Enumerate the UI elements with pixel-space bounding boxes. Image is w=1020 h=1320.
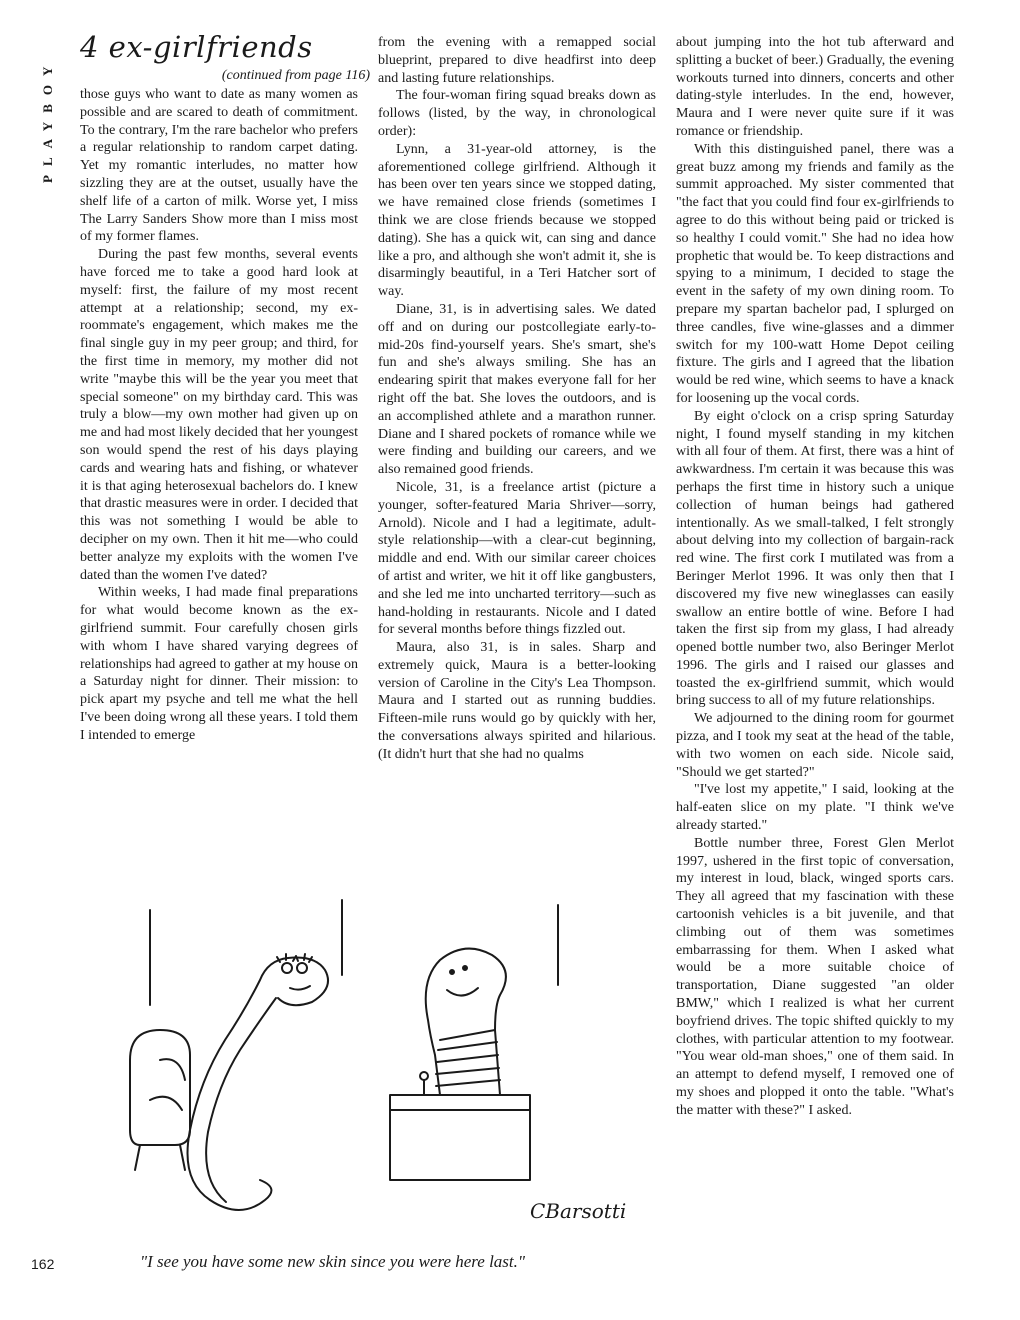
paragraph: Lynn, a 31-year-old attorney, is the aforementioned college girlfriend. Although it has been over ten years since we stopped dating, we have remained close friends (sometimes I think we are close friends because we stopped dating). She has a quick wit, can sing and dance like a pro, and although she won't admit it, she is disarmingly beautiful, in a Teri Hatcher sort of way. xyxy=(378,141,656,300)
cartoon-caption: "I see you have some new skin since you were here last." xyxy=(140,1252,526,1271)
paragraph: Diane, 31, is in advertising sales. We dated off and on during our postcollegiate early-to-mid-20s find-yourself years. She's smart, she's fun and she's always smiling. She has an endearing spirit that makes everyone fall for her right off the bat. She loves the outdoors, and is an accomplished athlete and a marathon runner. Diane and I shared pockets of romance while we were finding and building our careers, and we also remained good friends. xyxy=(378,301,656,478)
magazine-name-vertical: PLAYBOY xyxy=(40,57,55,183)
paragraph: The four-woman firing squad breaks down as follows (listed, by the way, in chronological order): xyxy=(378,88,656,139)
column-1 xyxy=(80,86,358,744)
column-3 xyxy=(676,34,954,1120)
desk xyxy=(390,1095,530,1180)
paragraph: Nicole, 31, is a freelance artist (picture a younger, softer-featured Maria Shriver—sorry, Arnold). Nicole and I had a legitimate, adult-style relationship—with a clear-cut beginning, middle and end. With our similar career choices of artist and writer, we hit it off like gangbusters, and she led me into uncharted territory—such as hand-holding in restaurants. Nicole and I dated for several months before things fizzled out. xyxy=(378,479,656,638)
paragraph: During the past few months, several events have forced me to take a good hard look at myself: first, the failure of my most recent attempt at a relationship; second, my ex-roommate's engagement, which makes me the final single guy in my peer group; and third, for the first time in memory, my mother did not write "maybe this will be the year you meet that special someone" on my birthday card. This was truly a blow—my own mother had given up on me and had most likely decided that her youngest son would spend the rest of his days playing cards and wearing hats and fishing, or whatever it is that aging heterosexual bachelors do. I knew that drastic measures were in order. I decided that this was not something I would be able to decipher on my own. Then it hit me—who could better analyze my exploits with the women I've dated than the women I've dated? xyxy=(80,247,358,583)
paragraph: Bottle number three, Forest Glen Merlot 1997, ushered in the first topic of conversation, my interest in loud, black, winged sports cars. They all agreed that my fascination with these cartoonish vehicles is a bit juvenile, and that climbing out of them was sometimes embarrassing for them. When I asked what would be a more suitable choice of transportation, Diane suggested "an older BMW," which I realized is what her current boyfriend drives. The topic shifted quickly to my clothes, with particular attention to my footwear. "You wear old-man shoes," one of them said. In an attempt to defend myself, I removed one of my shoes and plopped it onto the table. "What's the matter with these?" I asked. xyxy=(676,835,954,1118)
paragraph: With this distinguished panel, there was a great buzz among my friends and family as the summit approached. My sister commented that "the fact that you could find four ex-girlfriends to agree to do this without being paid or tricked is so healthy I could vomit." She had no idea how prophetic that would be. To keep distractions and spying to a minimum, I decided to stage the event in the safety of my own dining room. To prepare my spartan bachelor pad, I splurged on three candles, five wine-glasses and a dimmer switch for my 100-watt Home Depot ceiling fixture. The girls and I agreed that the libation would be red wine, which seems to have a knack for loosening up the vocal cords. xyxy=(676,141,954,406)
eye xyxy=(282,963,292,973)
paragraph: By eight o'clock on a crisp spring Saturday night, I found myself standing in my kitchen with all four of them. At first, there was a hint of awkwardness. I'm certain it was because this was perhaps the first time in history such a unique collection of human beings had gathered intentionally. As we small-talked, I felt strongly about delving into my collection of bargain-rack red wine. The first cork I mutilated was from a Beringer Merlot 1996. It was only then that I discovered my five new wineglasses can easily swallow an entire bottle of wine. Before I had taken the first sip from my glass, I had already opened bottle number two, also Beringer Merlot 1996. The girls and I raised our glasses and toasted the ex-girlfriend summit, which would bring success to all of my future relationships. xyxy=(676,408,954,709)
column-2 xyxy=(378,34,656,764)
paragraph: "I've lost my appetite," I said, looking at the half-eaten slice on my plate. "I think we've already started." xyxy=(676,782,954,834)
article-title: 4 ex-girlfriends xyxy=(80,30,313,64)
paragraph: We adjourned to the dining room for gourmet pizza, and I took my seat at the head of the table, with two women on each side. Nicole said, "Should we get started?" xyxy=(676,711,954,780)
paragraph: about jumping into the hot tub afterward and splitting a bucket of beer.) Gradually, the evening workouts turned into dinners, concerts and other dating-style interludes. In the end, however, Maura and I were never quite sure if it was romance or friendship. xyxy=(676,35,954,139)
page-number: 162 xyxy=(31,1256,55,1272)
continued-note: (continued from page 116) xyxy=(221,68,370,83)
snake-therapist xyxy=(188,958,329,1201)
cartoon-signature: CBarsotti xyxy=(530,1199,627,1223)
paragraph: Within weeks, I had made final preparations for what would become known as the ex-girlfriend summit. Four carefully chosen girls with whom I have shared varying degrees of relationships had agreed to gather at my house on a Saturday night for dinner. Their mission: to pick apart my psyche and tell me what the hell I've been doing wrong all these years. I told them I intended to emerge xyxy=(80,585,358,743)
paragraph: Maura, also 31, is in sales. Sharp and extremely quick, Maura is a better-looking version of Caroline in the City's Lea Thompson. Maura and I started out as running buddies. Fifteen-mile runs would go by quickly with her, the conversations always spirited and hilarious. (It didn't hurt that she had no qualms xyxy=(378,640,656,762)
eye xyxy=(297,963,307,973)
chair xyxy=(130,1030,190,1145)
cartoon-illustration xyxy=(90,880,650,1240)
paragraph: those guys who want to date as many women as possible and are scared to death of commitment. To the contrary, I'm the rare bachelor who prefers a regular relationship to random carpet dating. Yet my romantic interludes, no matter how sizzling they are at the outset, usually have the shelf life of a carton of milk. Worse yet, I miss The Larry Sanders Show more than I miss most of my former flames. xyxy=(80,87,358,245)
paragraph: from the evening with a remapped social blueprint, prepared to dive headfirst into deep and lasting future relationships. xyxy=(378,35,656,86)
